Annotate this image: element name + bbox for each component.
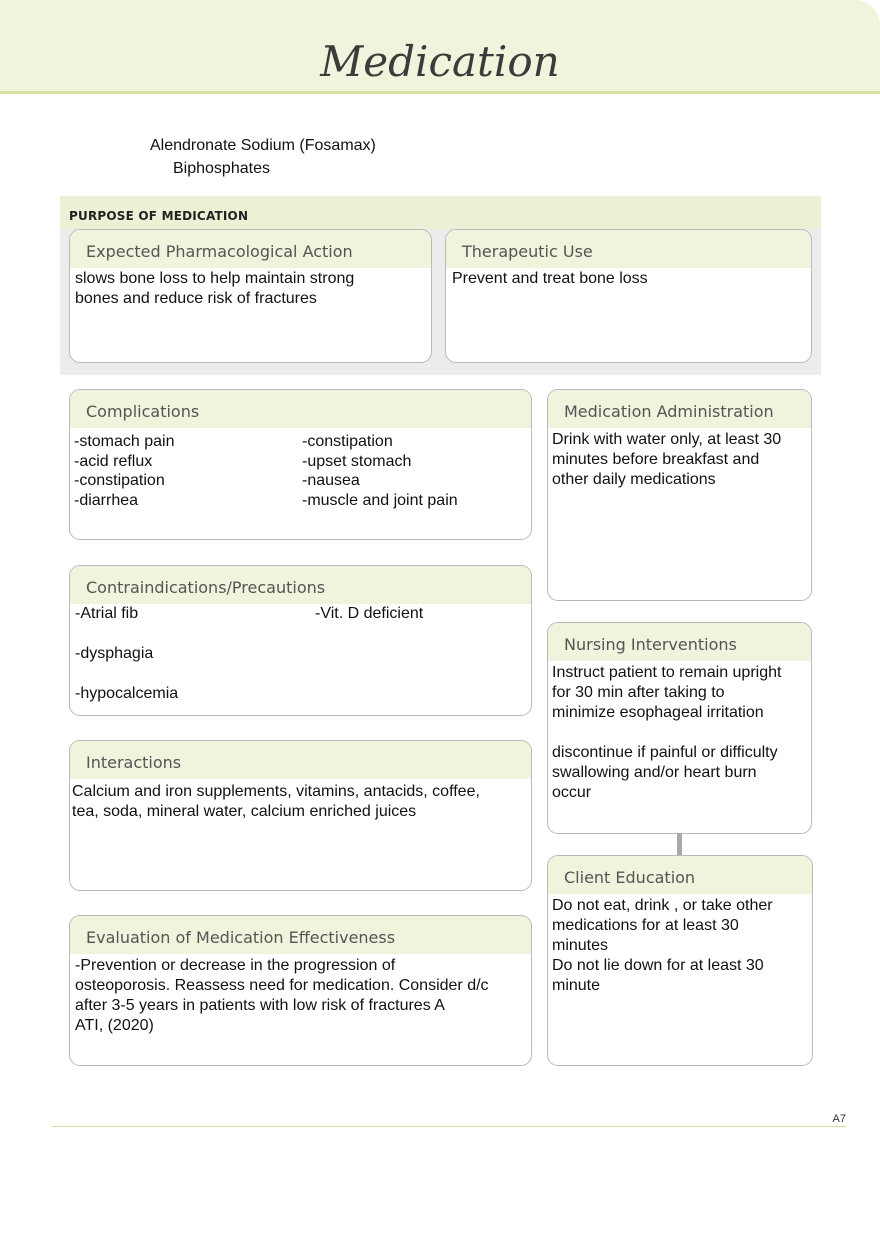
nursing-interventions-heading: Nursing Interventions	[548, 623, 811, 661]
interactions-box	[69, 740, 532, 891]
intervention-line: occur	[552, 784, 592, 801]
contraindication-item: -Atrial fib	[75, 605, 139, 622]
evaluation-box	[69, 915, 532, 1066]
complication-item: -stomach pain	[74, 433, 175, 450]
client-education-body	[548, 894, 812, 996]
medication-administration-body	[548, 428, 811, 490]
therapeutic-use-text: Prevent and treat bone loss	[452, 270, 648, 287]
complication-item: -upset stomach	[302, 452, 412, 470]
intervention-line: Instruct patient to remain upright	[552, 664, 782, 681]
interaction-line: tea, soda, mineral water, calcium enriched juices	[72, 803, 417, 820]
interactions-body	[70, 779, 531, 822]
footer-divider	[52, 1126, 846, 1127]
connector-line	[677, 833, 682, 857]
intervention-line: swallowing and/or heart burn	[552, 764, 757, 781]
page-title: Medication	[320, 37, 560, 86]
nursing-interventions-box	[547, 622, 812, 834]
education-line: minutes	[552, 937, 609, 954]
intervention-line: for 30 min after taking to	[552, 684, 725, 701]
complication-item: -nausea	[302, 472, 360, 489]
complication-item: -muscle and joint pain	[302, 491, 458, 509]
administration-line: minutes before breakfast and	[552, 451, 760, 468]
evaluation-body	[70, 954, 531, 1036]
evaluation-line: after 3-5 years in patients with low risk of fractures A	[75, 997, 445, 1014]
contraindication-item: -hypocalcemia	[75, 685, 179, 702]
complication-item: -constipation	[74, 472, 165, 489]
expected-action-box	[69, 229, 432, 363]
expected-action-body	[70, 268, 431, 309]
evaluation-heading: Evaluation of Medication Effectiveness	[70, 916, 531, 954]
interactions-heading: Interactions	[70, 741, 531, 779]
evaluation-line: osteoporosis. Reassess need for medication. Consider d/c	[75, 977, 489, 994]
purpose-band	[60, 196, 821, 229]
purpose-label: PURPOSE OF MEDICATION	[69, 209, 249, 223]
expected-action-line: bones and reduce risk of fractures	[75, 290, 317, 307]
administration-line: Drink with water only, at least 30	[552, 431, 782, 448]
administration-line: other daily medications	[552, 471, 716, 488]
intervention-line: minimize esophageal irritation	[552, 704, 764, 721]
page-number: A7	[832, 1113, 846, 1125]
contraindications-box	[69, 565, 532, 716]
medication-administration-box	[547, 389, 812, 601]
client-education-box	[547, 855, 813, 1066]
complication-item: -diarrhea	[74, 491, 139, 509]
evaluation-line: -Prevention or decrease in the progression of	[75, 957, 396, 974]
page-header	[0, 0, 880, 94]
medication-administration-heading: Medication Administration	[548, 390, 811, 428]
drug-name: Alendronate Sodium (Fosamax)	[150, 137, 376, 154]
client-education-heading: Client Education	[548, 856, 812, 894]
drug-class: Biphosphates	[173, 160, 270, 177]
contraindications-heading: Contraindications/Precautions	[70, 566, 531, 604]
nursing-interventions-body	[548, 661, 811, 803]
therapeutic-use-heading: Therapeutic Use	[446, 230, 811, 268]
complications-heading: Complications	[70, 390, 531, 428]
expected-action-line: slows bone loss to help maintain strong	[75, 270, 355, 287]
complication-item: -acid reflux	[74, 452, 153, 470]
contraindication-item: -Vit. D deficient	[315, 605, 424, 622]
expected-action-heading: Expected Pharmacological Action	[70, 230, 431, 268]
education-line: medications for at least 30	[552, 917, 739, 934]
complication-item: -constipation	[302, 433, 393, 450]
education-line: Do not eat, drink , or take other	[552, 897, 773, 914]
intervention-line: discontinue if painful or difficulty	[552, 744, 778, 761]
education-line: Do not lie down for at least 30	[552, 957, 764, 974]
therapeutic-use-box	[445, 229, 812, 363]
contraindication-item: -dysphagia	[75, 645, 154, 662]
evaluation-line: ATI, (2020)	[75, 1017, 154, 1034]
education-line: minute	[552, 977, 601, 994]
complications-box	[69, 389, 532, 540]
complications-body	[70, 428, 531, 510]
contraindications-body	[70, 604, 531, 704]
interaction-line: Calcium and iron supplements, vitamins, antacids, coffee,	[72, 783, 480, 800]
